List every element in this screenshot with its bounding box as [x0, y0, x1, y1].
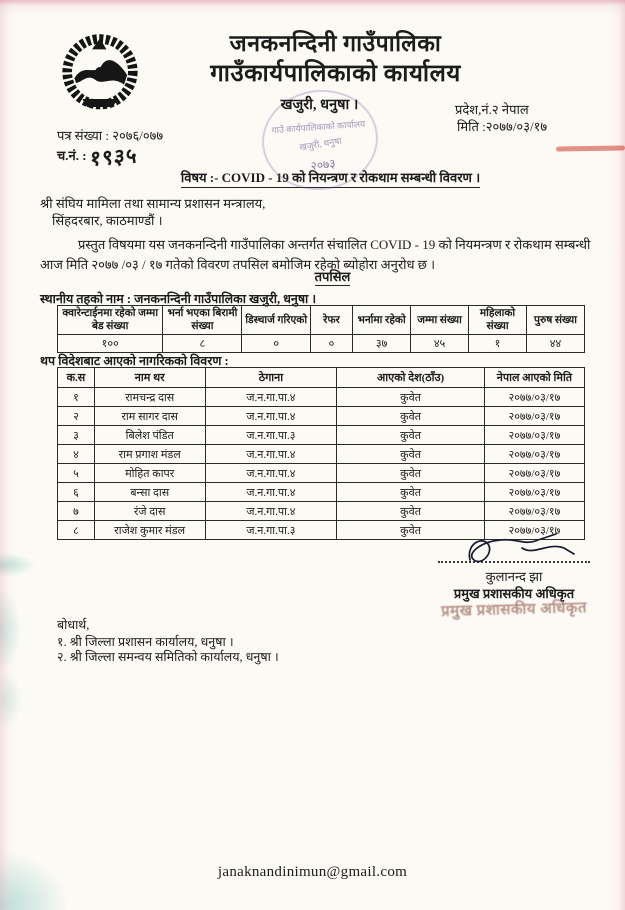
table-row — [58, 426, 585, 445]
data-cell: बिलेश पंडित — [94, 426, 205, 445]
data-cell: ज.न.गा.पा.४ — [205, 483, 337, 502]
data-cell: ३७ — [353, 335, 411, 353]
data-cell: २०७७/०३/१७ — [484, 483, 584, 502]
office-title: गाउँकार्यपालिकाको कार्यालय — [210, 61, 461, 87]
data-cell: ज.न.गा.पा.३ — [205, 426, 337, 445]
handwritten-signature — [452, 532, 577, 568]
data-cell: कुवेत — [337, 407, 485, 426]
data-cell: कुवेत — [337, 521, 485, 540]
data-cell: २ — [58, 407, 95, 426]
location-line: खजुरी, धनुषा । — [280, 97, 359, 113]
signatory-name: कुलानन्द झा — [485, 569, 543, 584]
footer-email: janaknandinimun@gmail.com — [217, 864, 408, 880]
table-row — [58, 483, 585, 502]
data-cell: ज.न.गा.पा.४ — [205, 407, 337, 426]
signatory-title: प्रमुख प्रशासकीय अधिकृत — [453, 586, 575, 601]
data-cell: रामचन्द्र दास — [94, 388, 205, 407]
province-line: प्रदेश,नं.२ नेपाल — [455, 102, 529, 117]
data-cell: १०० — [58, 335, 163, 353]
date-line: मिति :२०७७/०३/१७ — [457, 119, 548, 134]
table-header-row — [58, 306, 585, 335]
signatory-title-stamp: प्रमुख प्रशासकीय अधिकृत — [440, 600, 588, 620]
header-cell: पुरुष संख्या — [527, 306, 585, 335]
header-cell: आएको देश(ठाँउ) — [337, 368, 485, 388]
data-cell: ३ — [58, 426, 95, 445]
table-row — [58, 388, 585, 407]
header-cell: रेफर — [310, 306, 352, 335]
recipient-line-2: सिंहदरबार, काठमाण्डौं । — [52, 213, 163, 228]
data-cell: कुवेत — [337, 445, 485, 464]
table-row — [58, 335, 585, 353]
recipient-line-1: श्री संघिय मामिला तथा सामान्य प्रशासन मन्त्रालय, — [40, 196, 266, 211]
data-cell: कुवेत — [337, 388, 485, 407]
data-cell: कुवेत — [337, 483, 485, 502]
data-cell: ६ — [58, 483, 95, 502]
header-cell: जम्मा संख्या — [411, 306, 469, 335]
data-cell: २०७७/०३/१७ — [484, 388, 584, 407]
data-cell: राम प्रगाश मंडल — [94, 445, 205, 464]
data-cell: कुवेत — [337, 426, 485, 445]
header-cell: ठेगाना — [205, 368, 337, 388]
body-paragraph: प्रस्तुत विषयमा यस जनकनन्दिनी गाउँपालिका अन्तर्गत संचालित COVID - 19 को नियमन्त्रण र रोकथाम सम्बन्धी आज मिति २०७७ /०३ / १७ गतेको विवरण तपसिल बमोजिम रहेको ब्योहोरा अनुरोध छ । — [40, 237, 591, 272]
data-cell: कुवेत — [337, 502, 485, 521]
header-cell: भर्नामा रहेको — [353, 306, 411, 335]
header-cell: नेपाल आएको मिति — [484, 368, 584, 388]
data-cell: १ — [58, 388, 95, 407]
data-cell: रंजे दास — [94, 502, 205, 521]
data-cell: ज.न.गा.पा.३ — [205, 521, 337, 540]
data-cell: ७ — [58, 502, 95, 521]
data-cell: २०७७/०३/१७ — [484, 407, 584, 426]
data-cell: ० — [242, 335, 311, 353]
data-cell: ४४ — [527, 335, 585, 353]
data-cell: राम सागर दास — [94, 407, 205, 426]
data-cell: बन्सा दास — [94, 483, 205, 502]
local-level-line: स्थानीय तहको नाम : जनकनन्दिनी गाउँपालिका खजुरी, धनुषा । — [40, 292, 317, 306]
table-row — [58, 464, 585, 483]
data-cell: २०७७/०३/१७ — [484, 445, 584, 464]
data-cell: ज.न.गा.पा.४ — [205, 388, 337, 407]
data-cell: २०७७/०३/१७ — [484, 502, 584, 521]
cc-item: १. श्री जिल्ला प्रशासन कार्यालय, धनुषा । — [57, 635, 234, 649]
stamp-year-text: २०७३ — [309, 156, 337, 174]
table-header-row — [58, 368, 585, 388]
data-cell: ज.न.गा.पा.४ — [205, 464, 337, 483]
data-cell: ज.न.गा.पा.४ — [205, 502, 337, 521]
table-row — [58, 445, 585, 464]
returnee-caption: थप विदेशबाट आएको नागरिकको विवरण : — [40, 354, 229, 368]
data-cell: ज.न.गा.पा.४ — [205, 445, 337, 464]
tapasil-row — [0, 267, 625, 286]
data-cell: २०७७/०३/१७ — [484, 521, 584, 540]
ref-number-line: पत्र संख्या : २०७६/०७७ — [57, 128, 164, 143]
dispatch-number-line — [57, 143, 138, 171]
cc-item: २. श्री जिल्ला समन्वय समितिको कार्यालय, धनुषा । — [57, 650, 279, 664]
header-cell: क.स — [58, 368, 95, 388]
data-cell: २०७७/०३/१७ — [484, 426, 584, 445]
data-cell: ८ — [58, 521, 95, 540]
dispatch-handwritten-value: १९३५ — [89, 143, 138, 171]
data-cell: ४ — [58, 445, 95, 464]
data-cell: १ — [469, 335, 527, 353]
data-cell: ० — [310, 335, 352, 353]
subject-line: विषय :- COVID - 19 को नियन्त्रण र रोकथाम सम्बन्धी विवरण । — [181, 168, 480, 188]
header-cell: क्वारेन्टाईनमा रहेको जम्मा बेड संख्या — [58, 306, 163, 335]
dispatch-label: च.नं. : — [57, 147, 87, 163]
data-cell: मोहित कापर — [94, 464, 205, 483]
data-cell: ४५ — [411, 335, 469, 353]
data-cell: कुवेत — [337, 464, 485, 483]
table-row — [58, 407, 585, 426]
header-cell: डिस्चार्ज गरिएको — [242, 306, 311, 335]
data-cell: राजेश कुमार मंडल — [94, 521, 205, 540]
returnee-table — [57, 367, 585, 540]
header-cell: महिलाको संख्या — [469, 306, 527, 335]
stamp-office-text: गाउँ कार्यपालिकाको कार्यालय — [271, 118, 366, 136]
data-cell: ५ — [58, 464, 95, 483]
quarantine-summary-table — [57, 305, 585, 353]
header-cell: नाम थर — [94, 368, 205, 388]
stamp-place-text: खजुरी, धनुषा — [298, 135, 343, 153]
table-row — [58, 502, 585, 521]
municipality-title: जनकनन्दिनी गाउँपालिका — [229, 31, 442, 56]
header-cell: भर्ना भएका बिरामी संख्या — [163, 306, 242, 335]
red-pen-mark — [556, 145, 625, 151]
cc-heading: बोधार्थ, — [57, 618, 90, 632]
tapasil-heading: तपसिल — [314, 269, 351, 284]
data-cell: ८ — [163, 335, 242, 353]
data-cell: २०७७/०३/१७ — [484, 464, 584, 483]
